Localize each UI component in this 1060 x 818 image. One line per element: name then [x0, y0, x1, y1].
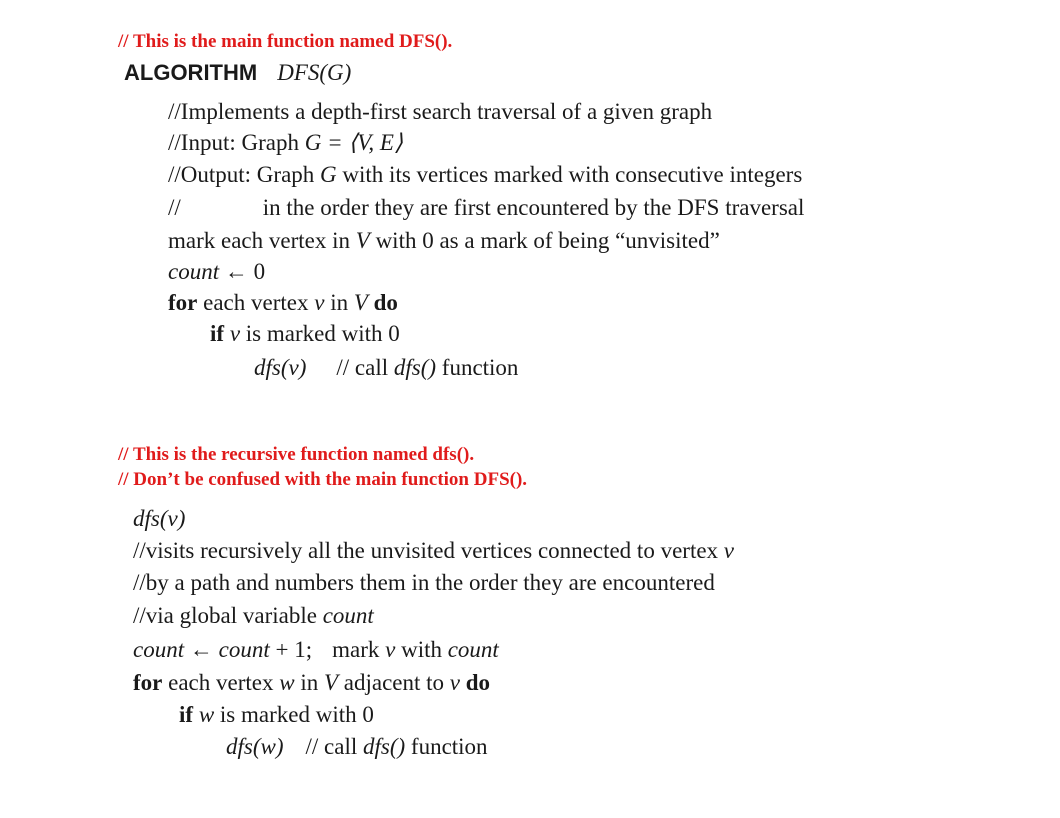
- mark-with: with: [395, 637, 448, 662]
- recursive-call-statement: [226, 733, 488, 761]
- recursive-function-comment-2: // Don’t be confused with the main function DFS().: [118, 469, 528, 490]
- vertex-set-var: V: [323, 670, 339, 695]
- call-comment-fn: dfs(): [393, 355, 437, 380]
- doc-output-label: //Output: Graph: [168, 162, 321, 187]
- call-comment-suffix: function: [405, 734, 488, 759]
- recursive-for-statement: [133, 669, 490, 697]
- assign-tail: + 1;: [269, 637, 313, 662]
- dfs-call: dfs(v): [254, 355, 307, 380]
- count-increment-statement: [133, 636, 499, 664]
- mark-text: mark: [332, 637, 386, 662]
- recursive-doc-3-text: //via global variable: [133, 603, 323, 628]
- recursive-doc-line-1: [133, 537, 734, 565]
- call-comment-prefix: // call: [305, 734, 363, 759]
- dfs-call-statement: [254, 354, 518, 382]
- for-text: each vertex: [162, 670, 280, 695]
- recursive-doc-1-text: //visits recursively all the unvisited vertices connected to vertex: [133, 538, 724, 563]
- count-var: count: [168, 259, 220, 284]
- for-text-in: in: [324, 290, 354, 315]
- call-comment-fn: dfs(): [362, 734, 406, 759]
- count-var: count: [322, 603, 374, 628]
- main-doc-line-2: [168, 129, 403, 157]
- for-keyword: for: [133, 670, 163, 695]
- recursive-doc-line-3: [133, 602, 374, 630]
- if-keyword: if: [210, 321, 225, 346]
- call-comment-prefix: // call: [336, 355, 394, 380]
- loop-var: v: [314, 290, 325, 315]
- doc-slashes: //: [168, 195, 181, 220]
- recursive-if-statement: [179, 701, 374, 729]
- algorithm-signature: DFS(G): [277, 60, 352, 85]
- vertex-set-var: V: [353, 290, 368, 315]
- if-keyword: if: [179, 702, 194, 727]
- for-keyword: for: [168, 290, 198, 315]
- count-assign: ← 0: [219, 259, 266, 284]
- doc-input-label: //Input: Graph: [168, 130, 305, 155]
- loop-var: v: [229, 321, 241, 346]
- graph-definition: G = ⟨V, E⟩: [304, 130, 403, 155]
- count-var: count: [218, 637, 270, 662]
- vertex-var: v: [449, 670, 460, 695]
- main-function-comment: // This is the main function named DFS().: [118, 31, 453, 52]
- do-keyword: do: [373, 290, 398, 315]
- doc-continuation: in the order they are first encountered by the DFS traversal: [262, 195, 805, 220]
- if-rest: is marked with 0: [214, 702, 374, 727]
- assign-op: ←: [184, 637, 219, 662]
- for-text-in: in: [294, 670, 324, 695]
- recursive-signature: dfs(v): [133, 506, 186, 531]
- graph-var: G: [320, 162, 337, 187]
- for-text: each vertex: [197, 290, 315, 315]
- main-doc-line-4: [168, 194, 804, 222]
- main-doc-line-1: //Implements a depth-first search traversal of a given graph: [168, 99, 713, 124]
- loop-var: w: [279, 670, 295, 695]
- mark-prefix: mark each vertex in: [168, 228, 356, 253]
- for-text-adjacent: adjacent to: [338, 670, 450, 695]
- vertex-var: v: [385, 637, 396, 662]
- doc-output-rest: with its vertices marked with consecutive integers: [336, 162, 803, 187]
- do-keyword: do: [465, 670, 491, 695]
- count-init-statement: [168, 258, 265, 286]
- for-loop-statement: [168, 289, 398, 317]
- count-var: count: [133, 637, 185, 662]
- mark-statement: [168, 227, 720, 255]
- loop-var: w: [198, 702, 215, 727]
- algorithm-header: [124, 59, 351, 87]
- if-statement: [210, 320, 400, 348]
- recursive-function-comment-1: // This is the recursive function named dfs().: [118, 444, 475, 465]
- recursive-doc-line-2: //by a path and numbers them in the order they are encountered: [133, 570, 715, 595]
- dfs-call: dfs(w): [226, 734, 284, 759]
- vertex-var: v: [723, 538, 735, 563]
- algorithm-keyword: ALGORITHM: [124, 60, 258, 85]
- vertex-set-var: V: [355, 228, 370, 253]
- if-rest: is marked with 0: [240, 321, 400, 346]
- call-comment-suffix: function: [436, 355, 519, 380]
- main-doc-line-3: [168, 161, 802, 189]
- count-var: count: [447, 637, 499, 662]
- mark-rest: with 0 as a mark of being “unvisited”: [369, 228, 720, 253]
